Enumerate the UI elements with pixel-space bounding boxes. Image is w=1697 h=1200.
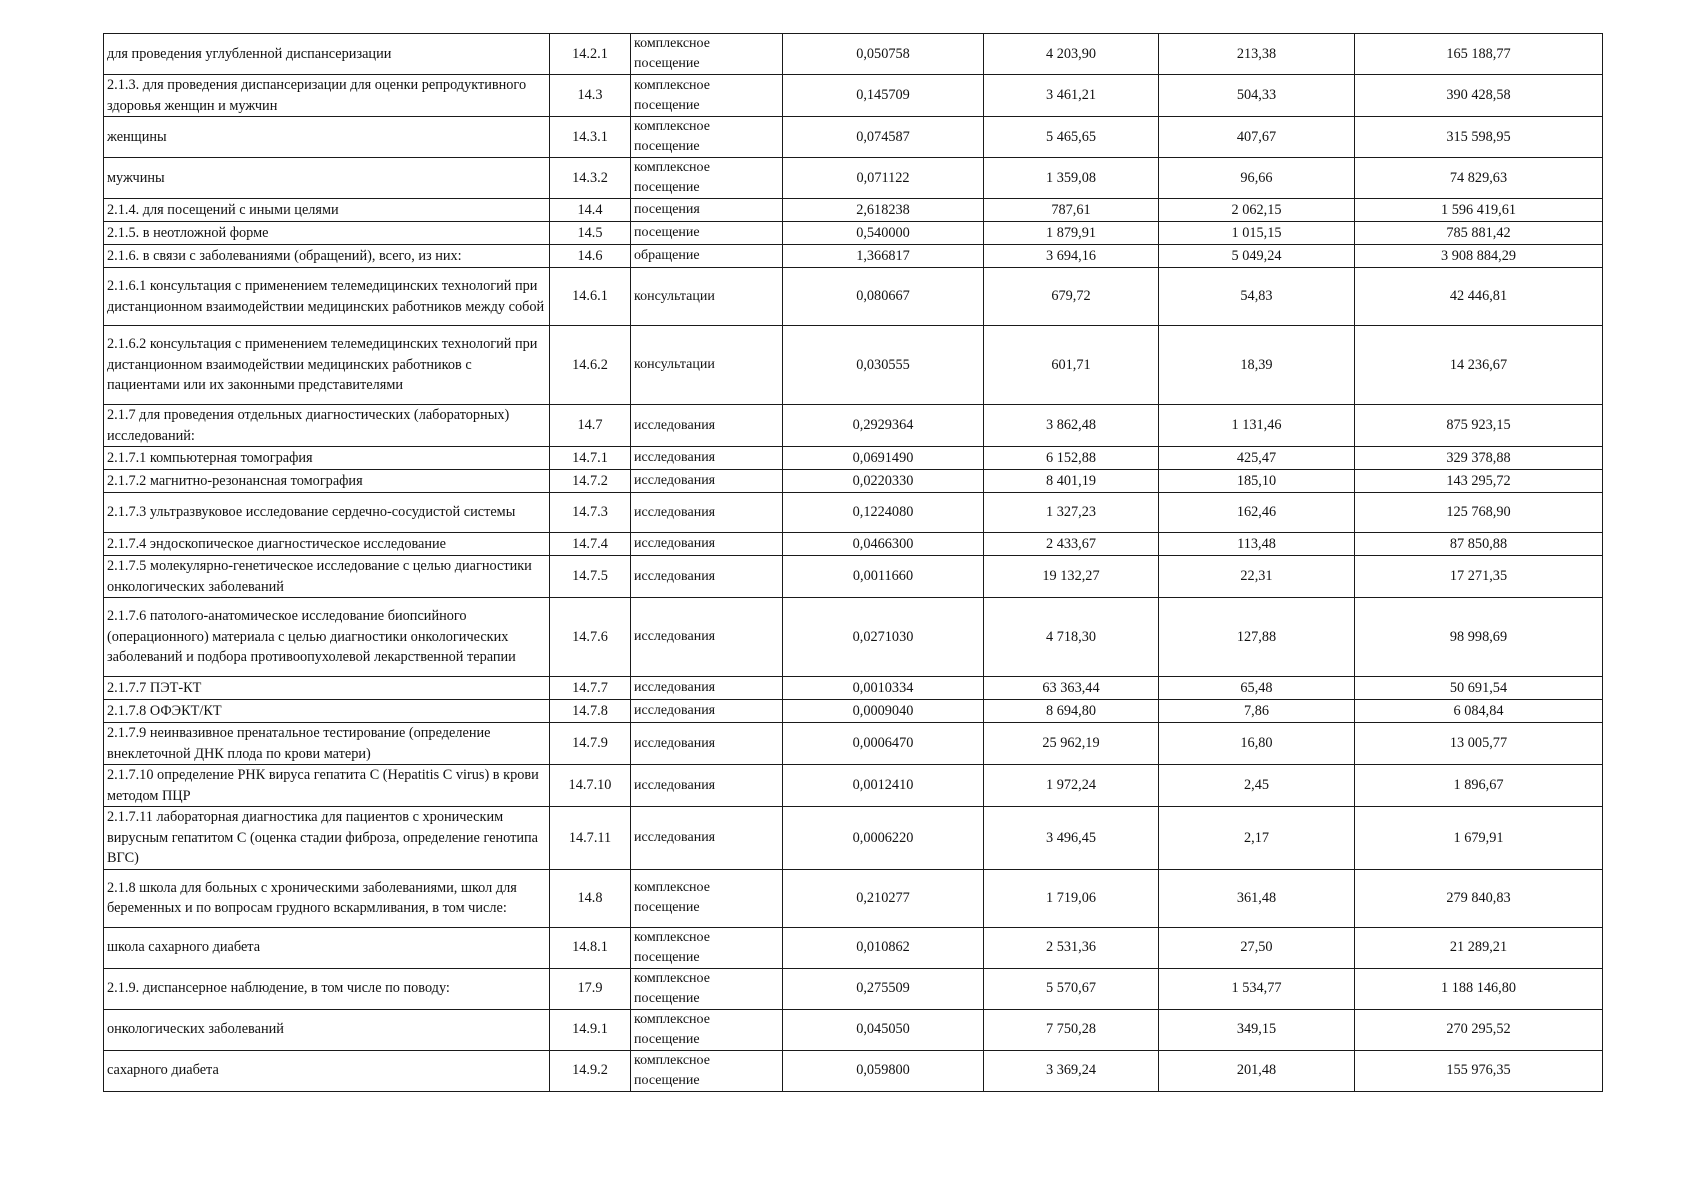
row-code-cell: 14.7.6 <box>550 598 631 677</box>
row-code-cell: 14.7.8 <box>550 700 631 723</box>
table-row <box>104 556 1603 598</box>
row-per-capita-cell: 1 131,46 <box>1159 405 1355 447</box>
table-row <box>104 700 1603 723</box>
row-cost-cell: 3 862,48 <box>984 405 1159 447</box>
row-total-cell: 270 295,52 <box>1355 1009 1603 1050</box>
row-unit-cell: исследования <box>631 765 783 807</box>
row-total-cell: 875 923,15 <box>1355 405 1603 447</box>
row-unit-cell: исследования <box>631 677 783 700</box>
row-name-cell: 2.1.7.9 неинвазивное пренатальное тестирование (определение внеклеточной ДНК плода по крови матери) <box>104 723 550 765</box>
row-total-cell: 165 188,77 <box>1355 34 1603 75</box>
table-row <box>104 807 1603 870</box>
row-volume-cell: 0,0006470 <box>783 723 984 765</box>
row-unit-cell: исследования <box>631 533 783 556</box>
row-per-capita-cell: 1 015,15 <box>1159 222 1355 245</box>
row-volume-cell: 0,0009040 <box>783 700 984 723</box>
row-total-cell: 42 446,81 <box>1355 268 1603 326</box>
row-total-cell: 74 829,63 <box>1355 158 1603 199</box>
row-total-cell: 785 881,42 <box>1355 222 1603 245</box>
row-unit-cell: комплексное посещение <box>631 927 783 968</box>
row-name-cell: 2.1.7.6 патолого-анатомическое исследование биопсийного (операционного) материала с целью диагностики онкологических заболеваний и подбора противоопухолевой лекарственной терапии <box>104 598 550 677</box>
row-cost-cell: 8 694,80 <box>984 700 1159 723</box>
row-total-cell: 315 598,95 <box>1355 117 1603 158</box>
row-unit-cell: комплексное посещение <box>631 75 783 117</box>
row-unit-cell: комплексное посещение <box>631 968 783 1009</box>
row-code-cell: 17.9 <box>550 968 631 1009</box>
row-unit-cell: исследования <box>631 700 783 723</box>
row-name-cell: 2.1.9. диспансерное наблюдение, в том числе по поводу: <box>104 968 550 1009</box>
row-total-cell: 1 896,67 <box>1355 765 1603 807</box>
row-per-capita-cell: 18,39 <box>1159 326 1355 405</box>
row-unit-cell: комплексное посещение <box>631 1050 783 1091</box>
row-cost-cell: 3 461,21 <box>984 75 1159 117</box>
row-volume-cell: 0,050758 <box>783 34 984 75</box>
row-unit-cell: комплексное посещение <box>631 34 783 75</box>
row-cost-cell: 1 359,08 <box>984 158 1159 199</box>
row-name-cell: 2.1.7.7 ПЭТ-КТ <box>104 677 550 700</box>
table-row <box>104 677 1603 700</box>
table-row <box>104 869 1603 927</box>
row-code-cell: 14.3.2 <box>550 158 631 199</box>
row-total-cell: 17 271,35 <box>1355 556 1603 598</box>
row-cost-cell: 63 363,44 <box>984 677 1159 700</box>
row-unit-cell: исследования <box>631 405 783 447</box>
row-total-cell: 50 691,54 <box>1355 677 1603 700</box>
table-row <box>104 75 1603 117</box>
row-name-cell: женщины <box>104 117 550 158</box>
row-name-cell: 2.1.4. для посещений с иными целями <box>104 199 550 222</box>
row-volume-cell: 0,0220330 <box>783 470 984 493</box>
row-unit-cell: посещения <box>631 199 783 222</box>
row-name-cell: 2.1.7.2 магнитно-резонансная томография <box>104 470 550 493</box>
row-name-cell: 2.1.7 для проведения отдельных диагностических (лабораторных) исследований: <box>104 405 550 447</box>
row-cost-cell: 4 203,90 <box>984 34 1159 75</box>
row-code-cell: 14.7 <box>550 405 631 447</box>
table-row <box>104 598 1603 677</box>
row-volume-cell: 0,0006220 <box>783 807 984 870</box>
table-row <box>104 326 1603 405</box>
row-total-cell: 1 188 146,80 <box>1355 968 1603 1009</box>
row-per-capita-cell: 113,48 <box>1159 533 1355 556</box>
row-volume-cell: 0,0691490 <box>783 447 984 470</box>
row-name-cell: 2.1.7.4 эндоскопическое диагностическое исследование <box>104 533 550 556</box>
row-code-cell: 14.7.1 <box>550 447 631 470</box>
row-code-cell: 14.7.10 <box>550 765 631 807</box>
row-cost-cell: 787,61 <box>984 199 1159 222</box>
row-cost-cell: 6 152,88 <box>984 447 1159 470</box>
row-cost-cell: 601,71 <box>984 326 1159 405</box>
row-total-cell: 1 596 419,61 <box>1355 199 1603 222</box>
row-code-cell: 14.3 <box>550 75 631 117</box>
row-unit-cell: исследования <box>631 470 783 493</box>
row-cost-cell: 2 531,36 <box>984 927 1159 968</box>
row-cost-cell: 3 369,24 <box>984 1050 1159 1091</box>
table-row <box>104 199 1603 222</box>
row-code-cell: 14.4 <box>550 199 631 222</box>
row-total-cell: 329 378,88 <box>1355 447 1603 470</box>
row-unit-cell: комплексное посещение <box>631 117 783 158</box>
row-cost-cell: 1 719,06 <box>984 869 1159 927</box>
row-volume-cell: 0,059800 <box>783 1050 984 1091</box>
row-code-cell: 14.7.2 <box>550 470 631 493</box>
row-per-capita-cell: 361,48 <box>1159 869 1355 927</box>
row-volume-cell: 0,0012410 <box>783 765 984 807</box>
row-cost-cell: 25 962,19 <box>984 723 1159 765</box>
row-cost-cell: 19 132,27 <box>984 556 1159 598</box>
row-total-cell: 6 084,84 <box>1355 700 1603 723</box>
data-table <box>103 33 1603 1092</box>
row-unit-cell: исследования <box>631 723 783 765</box>
table-row <box>104 268 1603 326</box>
row-name-cell: 2.1.6. в связи с заболеваниями (обращений), всего, из них: <box>104 245 550 268</box>
row-total-cell: 279 840,83 <box>1355 869 1603 927</box>
row-name-cell: 2.1.3. для проведения диспансеризации для оценки репродуктивного здоровья женщин и мужчин <box>104 75 550 117</box>
row-code-cell: 14.7.11 <box>550 807 631 870</box>
row-per-capita-cell: 504,33 <box>1159 75 1355 117</box>
row-unit-cell: исследования <box>631 493 783 533</box>
row-volume-cell: 0,2929364 <box>783 405 984 447</box>
row-code-cell: 14.5 <box>550 222 631 245</box>
row-volume-cell: 0,0466300 <box>783 533 984 556</box>
row-volume-cell: 0,275509 <box>783 968 984 1009</box>
row-name-cell: 2.1.7.10 определение РНК вируса гепатита С (Hepatitis C virus) в крови методом ПЦР <box>104 765 550 807</box>
row-name-cell: 2.1.7.11 лабораторная диагностика для пациентов с хроническим вирусным гепатитом С (оценка стадии фиброза, определение генотипа ВГС) <box>104 807 550 870</box>
row-name-cell: школа сахарного диабета <box>104 927 550 968</box>
row-unit-cell: исследования <box>631 447 783 470</box>
row-total-cell: 1 679,91 <box>1355 807 1603 870</box>
table-row <box>104 222 1603 245</box>
row-per-capita-cell: 5 049,24 <box>1159 245 1355 268</box>
table-row <box>104 34 1603 75</box>
row-code-cell: 14.8.1 <box>550 927 631 968</box>
row-name-cell: 2.1.7.8 ОФЭКТ/КТ <box>104 700 550 723</box>
row-total-cell: 21 289,21 <box>1355 927 1603 968</box>
row-name-cell: 2.1.6.1 консультация с применением телемедицинских технологий при дистанционном взаимодействии медицинских работников между собой <box>104 268 550 326</box>
row-name-cell: онкологических заболеваний <box>104 1009 550 1050</box>
row-name-cell: мужчины <box>104 158 550 199</box>
row-per-capita-cell: 201,48 <box>1159 1050 1355 1091</box>
row-per-capita-cell: 96,66 <box>1159 158 1355 199</box>
row-unit-cell: комплексное посещение <box>631 158 783 199</box>
table-row <box>104 447 1603 470</box>
row-cost-cell: 3 496,45 <box>984 807 1159 870</box>
row-cost-cell: 2 433,67 <box>984 533 1159 556</box>
row-name-cell: для проведения углубленной диспансеризации <box>104 34 550 75</box>
row-code-cell: 14.9.2 <box>550 1050 631 1091</box>
table-row <box>104 405 1603 447</box>
table-row <box>104 533 1603 556</box>
row-volume-cell: 0,010862 <box>783 927 984 968</box>
row-per-capita-cell: 2 062,15 <box>1159 199 1355 222</box>
row-cost-cell: 1 879,91 <box>984 222 1159 245</box>
row-unit-cell: исследования <box>631 598 783 677</box>
row-cost-cell: 5 465,65 <box>984 117 1159 158</box>
row-volume-cell: 0,145709 <box>783 75 984 117</box>
row-total-cell: 13 005,77 <box>1355 723 1603 765</box>
row-total-cell: 3 908 884,29 <box>1355 245 1603 268</box>
table-row <box>104 493 1603 533</box>
row-cost-cell: 1 327,23 <box>984 493 1159 533</box>
row-code-cell: 14.7.7 <box>550 677 631 700</box>
row-unit-cell: исследования <box>631 807 783 870</box>
row-per-capita-cell: 425,47 <box>1159 447 1355 470</box>
row-per-capita-cell: 162,46 <box>1159 493 1355 533</box>
row-total-cell: 14 236,67 <box>1355 326 1603 405</box>
row-cost-cell: 679,72 <box>984 268 1159 326</box>
row-code-cell: 14.7.9 <box>550 723 631 765</box>
table-row <box>104 245 1603 268</box>
row-volume-cell: 0,0271030 <box>783 598 984 677</box>
row-code-cell: 14.7.3 <box>550 493 631 533</box>
row-per-capita-cell: 2,17 <box>1159 807 1355 870</box>
row-unit-cell: консультации <box>631 326 783 405</box>
table-row <box>104 927 1603 968</box>
row-code-cell: 14.6.1 <box>550 268 631 326</box>
row-per-capita-cell: 65,48 <box>1159 677 1355 700</box>
row-volume-cell: 2,618238 <box>783 199 984 222</box>
row-code-cell: 14.7.5 <box>550 556 631 598</box>
row-unit-cell: комплексное посещение <box>631 869 783 927</box>
row-per-capita-cell: 1 534,77 <box>1159 968 1355 1009</box>
row-name-cell: 2.1.5. в неотложной форме <box>104 222 550 245</box>
table-row <box>104 723 1603 765</box>
row-cost-cell: 5 570,67 <box>984 968 1159 1009</box>
table-row <box>104 1009 1603 1050</box>
row-per-capita-cell: 27,50 <box>1159 927 1355 968</box>
row-per-capita-cell: 127,88 <box>1159 598 1355 677</box>
row-per-capita-cell: 54,83 <box>1159 268 1355 326</box>
row-per-capita-cell: 22,31 <box>1159 556 1355 598</box>
row-per-capita-cell: 213,38 <box>1159 34 1355 75</box>
row-unit-cell: комплексное посещение <box>631 1009 783 1050</box>
row-code-cell: 14.9.1 <box>550 1009 631 1050</box>
row-total-cell: 390 428,58 <box>1355 75 1603 117</box>
row-code-cell: 14.6 <box>550 245 631 268</box>
row-name-cell: 2.1.7.3 ультразвуковое исследование сердечно-сосудистой системы <box>104 493 550 533</box>
row-volume-cell: 0,071122 <box>783 158 984 199</box>
row-unit-cell: консультации <box>631 268 783 326</box>
row-volume-cell: 0,0011660 <box>783 556 984 598</box>
row-name-cell: 2.1.6.2 консультация с применением телемедицинских технологий при дистанционном взаимодействии медицинских работников с пациентами или их законными представителями <box>104 326 550 405</box>
table-row <box>104 765 1603 807</box>
row-code-cell: 14.6.2 <box>550 326 631 405</box>
row-cost-cell: 1 972,24 <box>984 765 1159 807</box>
row-total-cell: 87 850,88 <box>1355 533 1603 556</box>
row-volume-cell: 0,045050 <box>783 1009 984 1050</box>
row-name-cell: сахарного диабета <box>104 1050 550 1091</box>
row-cost-cell: 4 718,30 <box>984 598 1159 677</box>
row-per-capita-cell: 349,15 <box>1159 1009 1355 1050</box>
table-row <box>104 117 1603 158</box>
table-row <box>104 968 1603 1009</box>
row-unit-cell: исследования <box>631 556 783 598</box>
table-row <box>104 158 1603 199</box>
row-total-cell: 125 768,90 <box>1355 493 1603 533</box>
row-per-capita-cell: 185,10 <box>1159 470 1355 493</box>
row-volume-cell: 0,1224080 <box>783 493 984 533</box>
row-name-cell: 2.1.7.5 молекулярно-генетическое исследование с целью диагностики онкологических заболеваний <box>104 556 550 598</box>
row-total-cell: 143 295,72 <box>1355 470 1603 493</box>
row-total-cell: 98 998,69 <box>1355 598 1603 677</box>
row-code-cell: 14.2.1 <box>550 34 631 75</box>
row-code-cell: 14.8 <box>550 869 631 927</box>
row-volume-cell: 0,030555 <box>783 326 984 405</box>
row-code-cell: 14.3.1 <box>550 117 631 158</box>
row-unit-cell: посещение <box>631 222 783 245</box>
row-volume-cell: 1,366817 <box>783 245 984 268</box>
row-total-cell: 155 976,35 <box>1355 1050 1603 1091</box>
row-cost-cell: 3 694,16 <box>984 245 1159 268</box>
row-volume-cell: 0,080667 <box>783 268 984 326</box>
row-unit-cell: обращение <box>631 245 783 268</box>
row-per-capita-cell: 7,86 <box>1159 700 1355 723</box>
table-row <box>104 470 1603 493</box>
row-per-capita-cell: 407,67 <box>1159 117 1355 158</box>
row-per-capita-cell: 2,45 <box>1159 765 1355 807</box>
row-volume-cell: 0,074587 <box>783 117 984 158</box>
row-cost-cell: 7 750,28 <box>984 1009 1159 1050</box>
row-name-cell: 2.1.8 школа для больных с хроническими заболеваниями, школ для беременных и по вопросам грудного вскармливания, в том числе: <box>104 869 550 927</box>
row-name-cell: 2.1.7.1 компьютерная томография <box>104 447 550 470</box>
table-row <box>104 1050 1603 1091</box>
row-code-cell: 14.7.4 <box>550 533 631 556</box>
row-volume-cell: 0,210277 <box>783 869 984 927</box>
row-per-capita-cell: 16,80 <box>1159 723 1355 765</box>
row-cost-cell: 8 401,19 <box>984 470 1159 493</box>
row-volume-cell: 0,0010334 <box>783 677 984 700</box>
row-volume-cell: 0,540000 <box>783 222 984 245</box>
